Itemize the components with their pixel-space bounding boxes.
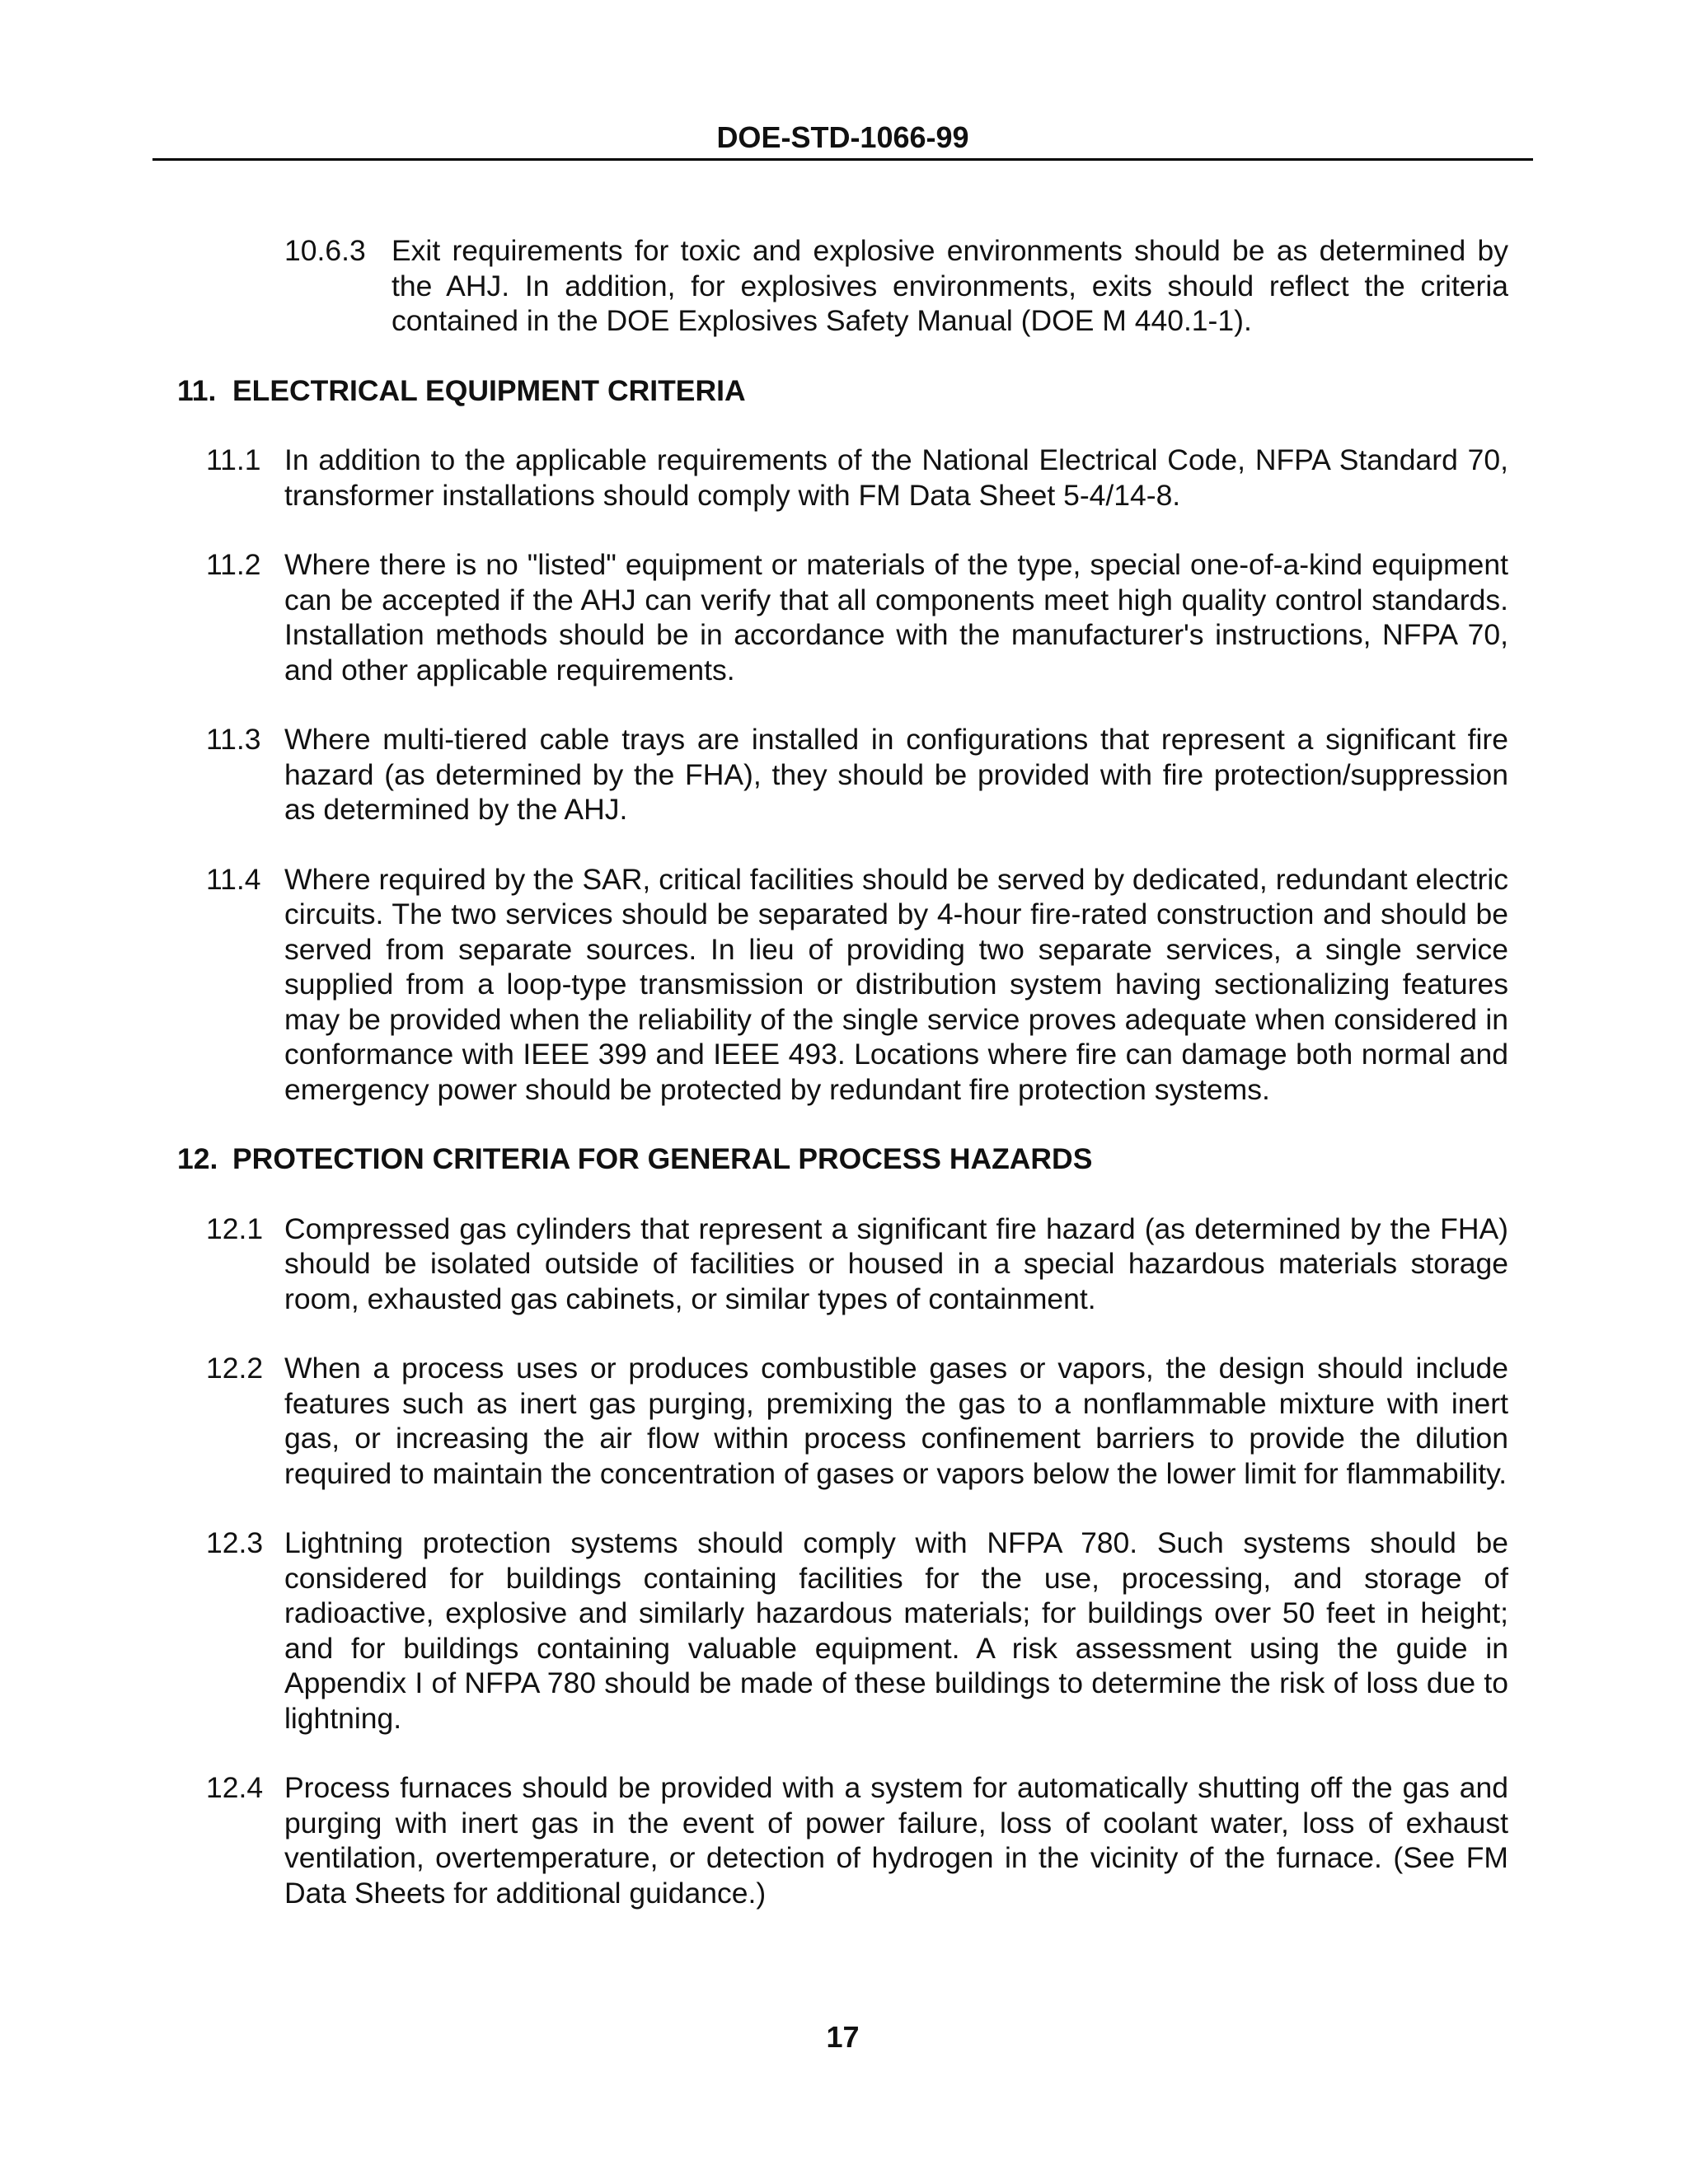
paragraph-10-6-3 bbox=[177, 233, 1508, 339]
paragraph-number: 12.4 bbox=[206, 1771, 264, 1804]
paragraph-text: Compressed gas cylinders that represent a significant fire hazard (as determined by the FHA) should be isolated outside of facilities or housed in a special hazardous materials storage room, exhausted gas cabinets, or similar types of containment. bbox=[284, 1212, 1508, 1315]
paragraph-number: 11.4 bbox=[206, 862, 261, 896]
section-title: ELECTRICAL EQUIPMENT CRITERIA bbox=[232, 373, 746, 407]
paragraph-text: In addition to the applicable requirements of the National Electrical Code, NFPA Standard 70, transformer installations should comply with FM Data Sheet 5-4/14-8. bbox=[284, 443, 1508, 512]
paragraph-12-3 bbox=[177, 1526, 1508, 1736]
paragraph-number: 11.3 bbox=[206, 723, 261, 756]
paragraph-text: Where there is no "listed" equipment or materials of the type, special one-of-a-kind equipment can be accepted if the AHJ can verify that all components meet high quality control standards. Installation methods should be in accordance with the manufacturer's instructions, NFPA 70, and other applicable requirements. bbox=[284, 548, 1508, 687]
page-number: 17 bbox=[826, 2020, 860, 2054]
section-heading-12 bbox=[177, 1141, 1508, 1177]
section-number: 12. bbox=[177, 1142, 218, 1175]
paragraph-12-2 bbox=[177, 1351, 1508, 1491]
header-divider bbox=[152, 158, 1533, 161]
section-title: PROTECTION CRITERIA FOR GENERAL PROCESS HAZARDS bbox=[232, 1142, 1093, 1175]
paragraph-text: Where multi-tiered cable trays are installed in configurations that represent a significant fire hazard (as determined by the FHA), they should be provided with fire protection/suppression as determined by the AHJ. bbox=[284, 723, 1508, 826]
paragraph-number: 11.1 bbox=[206, 443, 261, 476]
paragraph-11-3 bbox=[177, 722, 1508, 827]
page-body bbox=[177, 233, 1508, 1945]
paragraph-number: 12.3 bbox=[206, 1526, 264, 1559]
paragraph-11-1 bbox=[177, 443, 1508, 513]
paragraph-number: 11.2 bbox=[206, 548, 261, 581]
paragraph-text: Exit requirements for toxic and explosive environments should be as determined by the AHJ. In addition, for explosives environments, exits should reflect the criteria contained in the DOE Explosives Safety Manual (DOE M 440.1-1). bbox=[392, 234, 1508, 337]
paragraph-number: 12.1 bbox=[206, 1212, 264, 1245]
paragraph-number: 10.6.3 bbox=[284, 234, 366, 267]
paragraph-text: Process furnaces should be provided with a system for automatically shutting off the gas and purging with inert gas in the event of power failure, loss of coolant water, loss of exhaust ventilation, overtemperature, or detection of hydrogen in the vicinity of the furnace. (See FM Data Sheets for additional guidance.) bbox=[284, 1771, 1508, 1910]
paragraph-12-4 bbox=[177, 1770, 1508, 1910]
section-number: 11. bbox=[177, 373, 217, 407]
paragraph-11-2 bbox=[177, 547, 1508, 687]
paragraph-number: 12.2 bbox=[206, 1352, 264, 1385]
paragraph-11-4 bbox=[177, 862, 1508, 1108]
paragraph-text: Lightning protection systems should comply with NFPA 780. Such systems should be considered for buildings containing facilities for the use, processing, and storage of radioactive, explosive and similarly hazardous materials; for buildings over 50 feet in height; and for buildings containing valuable equipment. A risk assessment using the guide in Appendix I of NFPA 780 should be made of these buildings to determine the risk of loss due to lightning. bbox=[284, 1526, 1508, 1735]
section-heading-11 bbox=[177, 373, 1508, 409]
paragraph-text: Where required by the SAR, critical facilities should be served by dedicated, redundant electric circuits. The two services should be separated by 4-hour fire-rated construction and should be served from separate sources. In lieu of providing two separate services, a single service supplied from a loop-type transmission or distribution system having sectionalizing features may be provided when the reliability of the single service proves adequate when considered in conformance with IEEE 399 and IEEE 493. Locations where fire can damage both normal and emergency power should be protected by redundant fire protection systems. bbox=[284, 862, 1508, 1106]
document-id-header: DOE-STD-1066-99 bbox=[716, 120, 969, 154]
paragraph-12-1 bbox=[177, 1212, 1508, 1317]
paragraph-text: When a process uses or produces combustible gases or vapors, the design should include features such as inert gas purging, premixing the gas to a nonflammable mixture with inert gas, or increasing the air flow within process confinement barriers to provide the dilution required to maintain the concentration of gases or vapors below the lower limit for flammability. bbox=[284, 1352, 1508, 1490]
